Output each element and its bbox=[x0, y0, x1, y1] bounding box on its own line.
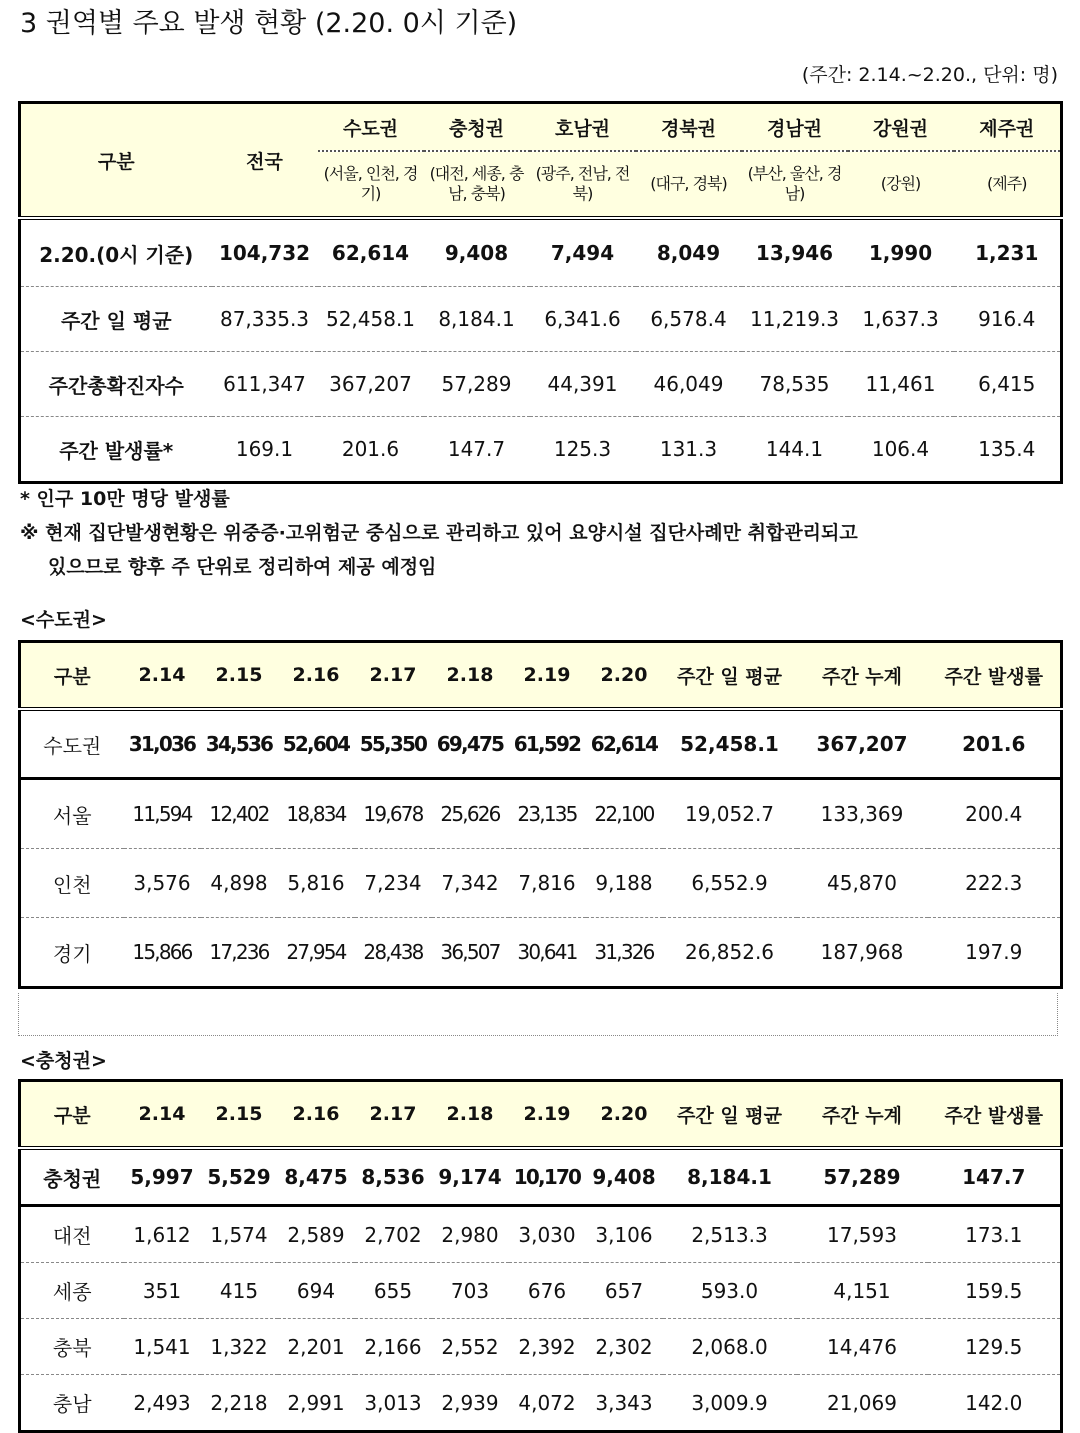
cell: 3,013 bbox=[364, 1390, 422, 1415]
table-row bbox=[20, 1206, 1062, 1263]
sudo-table bbox=[18, 640, 1063, 989]
cell: 11,461 bbox=[848, 352, 954, 417]
header-region: 호남권 bbox=[530, 103, 636, 152]
cell: 28,438 bbox=[363, 940, 423, 964]
header-region-sub: (대전, 세종, 충남, 충북) bbox=[424, 151, 530, 218]
cell: 2,493 bbox=[133, 1390, 191, 1415]
cell: 200.4 bbox=[928, 779, 1062, 849]
cell: 6,578.4 bbox=[636, 287, 742, 352]
table-row bbox=[20, 1319, 1062, 1375]
cell: 2,166 bbox=[355, 1319, 432, 1375]
table-row bbox=[20, 849, 1062, 918]
chungcheong-table bbox=[18, 1079, 1063, 1433]
cell: 4,072 bbox=[518, 1390, 576, 1415]
header-region-sub: (강원) bbox=[848, 151, 954, 218]
cell: 657 bbox=[586, 1263, 663, 1319]
header-cell: 2.16 bbox=[278, 1081, 355, 1149]
row-label: 수도권 bbox=[20, 709, 124, 779]
cell: 2,201 bbox=[278, 1319, 355, 1375]
footnote-cluster: ※ 현재 집단발생현황은 위중증·고위험군 중심으로 관리하고 있어 요양시설 집단사례만 취합관리되고 bbox=[20, 522, 858, 544]
header-region: 경남권 bbox=[742, 103, 848, 152]
cell: 351 bbox=[124, 1263, 201, 1319]
cell: 3,030 bbox=[509, 1206, 586, 1263]
cell: 23,135 bbox=[509, 779, 586, 849]
cell: 26,852.6 bbox=[684, 940, 775, 964]
cell: 31,326 bbox=[594, 940, 654, 964]
cell: 1,637.3 bbox=[848, 287, 954, 352]
row-label: 세종 bbox=[20, 1263, 124, 1319]
header-cell: 2.20 bbox=[586, 1081, 663, 1149]
cell: 27,954 bbox=[286, 940, 346, 964]
cell: 2,552 bbox=[432, 1319, 509, 1375]
section-title-chungcheong: <충청권> bbox=[20, 1050, 107, 1072]
cell: 1,231 bbox=[954, 218, 1062, 287]
header-cell: 2.20 bbox=[586, 642, 663, 710]
cell: 30,641 bbox=[517, 940, 577, 964]
section-title-sudo: <수도권> bbox=[20, 609, 107, 631]
cell: 57,289 bbox=[424, 352, 530, 417]
header-cell: 2.18 bbox=[432, 1081, 509, 1149]
cell: 6,552.9 bbox=[663, 849, 797, 918]
cell: 5,816 bbox=[278, 849, 355, 918]
cell: 2,392 bbox=[509, 1319, 586, 1375]
cell: 3,106 bbox=[586, 1206, 663, 1263]
cell: 106.4 bbox=[871, 437, 930, 461]
header-cell: 2.19 bbox=[509, 1081, 586, 1149]
header-cell: 2.14 bbox=[124, 642, 201, 710]
cell: 676 bbox=[509, 1263, 586, 1319]
header-cell: 주간 누계 bbox=[797, 1081, 928, 1149]
header-region-sub: (서울, 인천, 경기) bbox=[318, 151, 424, 218]
cell: 611,347 bbox=[212, 352, 318, 417]
cell: 7,494 bbox=[530, 218, 636, 287]
unit-note: (주간: 2.14.~2.20., 단위: 명) bbox=[801, 64, 1058, 86]
cell: 3,576 bbox=[124, 849, 201, 918]
header-cell: 구분 bbox=[20, 642, 124, 710]
row-label: 인천 bbox=[20, 849, 124, 918]
footnote-cluster-cont: 있으므로 향후 주 단위로 정리하여 제공 예정임 bbox=[48, 556, 437, 578]
header-cell: 2.15 bbox=[201, 1081, 278, 1149]
cell: 34,536 bbox=[201, 709, 278, 779]
cell: 9,174 bbox=[432, 1148, 509, 1206]
table-row bbox=[20, 1148, 1062, 1206]
cell: 1,612 bbox=[124, 1206, 201, 1263]
row-label: 서울 bbox=[20, 779, 124, 849]
header-cell: 주간 발생률 bbox=[928, 642, 1062, 710]
header-region: 강원권 bbox=[848, 103, 954, 152]
row-label: 2.20.(0시 기준) bbox=[20, 218, 212, 287]
header-cell: 주간 발생률 bbox=[928, 1081, 1062, 1149]
cell: 2,513.3 bbox=[663, 1206, 797, 1263]
table-row bbox=[20, 352, 1062, 417]
cell: 169.1 bbox=[235, 437, 294, 461]
cell: 46,049 bbox=[636, 352, 742, 417]
cell: 593.0 bbox=[663, 1263, 797, 1319]
cell: 17,593 bbox=[797, 1206, 928, 1263]
header-cell: 2.19 bbox=[509, 642, 586, 710]
cell: 2,589 bbox=[278, 1206, 355, 1263]
header-cell: 2.15 bbox=[201, 642, 278, 710]
cell: 187,968 bbox=[820, 940, 904, 964]
cell: 125.3 bbox=[553, 437, 612, 461]
row-label: 충남 bbox=[52, 1392, 92, 1416]
cell: 197.9 bbox=[965, 940, 1023, 964]
cell: 8,536 bbox=[355, 1148, 432, 1206]
cell: 45,870 bbox=[797, 849, 928, 918]
table-row bbox=[20, 779, 1062, 849]
cell: 703 bbox=[432, 1263, 509, 1319]
cell: 3,009.9 bbox=[691, 1390, 768, 1415]
cell: 10,170 bbox=[509, 1148, 586, 1206]
cell: 8,184.1 bbox=[663, 1148, 797, 1206]
cell: 31,036 bbox=[124, 709, 201, 779]
cell: 655 bbox=[355, 1263, 432, 1319]
cell: 7,342 bbox=[432, 849, 509, 918]
table-row bbox=[20, 218, 1062, 287]
cell: 1,990 bbox=[848, 218, 954, 287]
header-cell: 2.17 bbox=[355, 1081, 432, 1149]
table-row bbox=[20, 709, 1062, 779]
row-label: 경기 bbox=[52, 941, 92, 966]
cell: 104,732 bbox=[212, 218, 318, 287]
cell: 159.5 bbox=[928, 1263, 1062, 1319]
cell: 2,939 bbox=[441, 1390, 499, 1415]
cell: 367,207 bbox=[797, 709, 928, 779]
cell: 6,415 bbox=[954, 352, 1062, 417]
footnote-rate: * 인구 10만 명당 발생률 bbox=[20, 488, 230, 510]
header-region: 충청권 bbox=[424, 103, 530, 152]
row-label: 주간총확진자수 bbox=[20, 352, 212, 417]
cell: 144.1 bbox=[765, 437, 824, 461]
header-region: 경북권 bbox=[636, 103, 742, 152]
row-label: 주간 발생률* bbox=[59, 438, 174, 463]
header-region: 수도권 bbox=[318, 103, 424, 152]
cell: 142.0 bbox=[965, 1390, 1023, 1415]
cell: 13,946 bbox=[742, 218, 848, 287]
cell: 8,475 bbox=[278, 1148, 355, 1206]
header-cell: 2.16 bbox=[278, 642, 355, 710]
cell: 2,980 bbox=[432, 1206, 509, 1263]
cell: 147.7 bbox=[928, 1148, 1062, 1206]
header-region-sub: (부산, 울산, 경남) bbox=[742, 151, 848, 218]
cell: 9,408 bbox=[586, 1148, 663, 1206]
cell: 7,234 bbox=[355, 849, 432, 918]
cell: 9,408 bbox=[424, 218, 530, 287]
cell: 2,068.0 bbox=[663, 1319, 797, 1375]
cell: 133,369 bbox=[797, 779, 928, 849]
cell: 2,991 bbox=[287, 1390, 345, 1415]
cell: 1,541 bbox=[124, 1319, 201, 1375]
cell: 9,188 bbox=[586, 849, 663, 918]
summary-table bbox=[18, 101, 1063, 484]
table-row bbox=[20, 417, 1062, 483]
cell: 69,475 bbox=[432, 709, 509, 779]
header-cell: 주간 일 평균 bbox=[663, 1081, 797, 1149]
cell: 18,834 bbox=[278, 779, 355, 849]
cell: 61,592 bbox=[509, 709, 586, 779]
cell: 129.5 bbox=[928, 1319, 1062, 1375]
cell: 22,100 bbox=[586, 779, 663, 849]
cell: 916.4 bbox=[954, 287, 1062, 352]
cell: 14,476 bbox=[797, 1319, 928, 1375]
header-region: 제주권 bbox=[954, 103, 1062, 152]
cell: 36,507 bbox=[440, 940, 500, 964]
cell: 367,207 bbox=[318, 352, 424, 417]
cell: 694 bbox=[278, 1263, 355, 1319]
cell: 87,335.3 bbox=[212, 287, 318, 352]
cell: 8,049 bbox=[636, 218, 742, 287]
cell: 131.3 bbox=[659, 437, 718, 461]
cell: 415 bbox=[201, 1263, 278, 1319]
header-cell: 2.18 bbox=[432, 642, 509, 710]
cell: 2,702 bbox=[355, 1206, 432, 1263]
cell: 147.7 bbox=[447, 437, 506, 461]
page-title: 3 권역별 주요 발생 현황 (2.20. 0시 기준) bbox=[20, 8, 518, 39]
cell: 2,302 bbox=[586, 1319, 663, 1375]
cell: 11,594 bbox=[124, 779, 201, 849]
row-label: 충북 bbox=[20, 1319, 124, 1375]
cell: 19,678 bbox=[355, 779, 432, 849]
header-cell: 2.17 bbox=[355, 642, 432, 710]
header-cell: 2.14 bbox=[124, 1081, 201, 1149]
row-label: 충청권 bbox=[20, 1148, 124, 1206]
cell: 52,604 bbox=[278, 709, 355, 779]
table-row bbox=[20, 1375, 1062, 1432]
cell: 3,343 bbox=[595, 1390, 653, 1415]
cell: 1,574 bbox=[201, 1206, 278, 1263]
cell: 12,402 bbox=[201, 779, 278, 849]
cell: 78,535 bbox=[742, 352, 848, 417]
header-cell: 주간 누계 bbox=[797, 642, 928, 710]
row-label: 대전 bbox=[20, 1206, 124, 1263]
row-label: 주간 일 평균 bbox=[20, 287, 212, 352]
blank-spacer-box bbox=[18, 993, 1058, 1036]
cell: 62,614 bbox=[586, 709, 663, 779]
cell: 135.4 bbox=[978, 437, 1036, 461]
table-row bbox=[20, 287, 1062, 352]
cell: 17,236 bbox=[209, 940, 269, 964]
header-region-sub: (제주) bbox=[954, 151, 1062, 218]
header-region-sub: (광주, 전남, 전북) bbox=[530, 151, 636, 218]
header-category: 구분 bbox=[20, 103, 212, 219]
header-national: 전국 bbox=[212, 103, 318, 219]
cell: 11,219.3 bbox=[742, 287, 848, 352]
table-row bbox=[20, 918, 1062, 988]
header-region-sub: (대구, 경북) bbox=[636, 151, 742, 218]
cell: 201.6 bbox=[341, 437, 400, 461]
cell: 52,458.1 bbox=[663, 709, 797, 779]
cell: 6,341.6 bbox=[530, 287, 636, 352]
cell: 44,391 bbox=[530, 352, 636, 417]
cell: 5,997 bbox=[124, 1148, 201, 1206]
cell: 15,866 bbox=[132, 940, 192, 964]
cell: 4,151 bbox=[797, 1263, 928, 1319]
cell: 201.6 bbox=[928, 709, 1062, 779]
cell: 8,184.1 bbox=[424, 287, 530, 352]
cell: 7,816 bbox=[509, 849, 586, 918]
cell: 57,289 bbox=[797, 1148, 928, 1206]
cell: 21,069 bbox=[827, 1390, 897, 1415]
cell: 173.1 bbox=[928, 1206, 1062, 1263]
cell: 55,350 bbox=[355, 709, 432, 779]
cell: 4,898 bbox=[201, 849, 278, 918]
cell: 1,322 bbox=[201, 1319, 278, 1375]
header-cell: 구분 bbox=[20, 1081, 124, 1149]
cell: 52,458.1 bbox=[318, 287, 424, 352]
cell: 2,218 bbox=[210, 1390, 268, 1415]
cell: 62,614 bbox=[318, 218, 424, 287]
cell: 222.3 bbox=[928, 849, 1062, 918]
cell: 19,052.7 bbox=[663, 779, 797, 849]
header-cell: 주간 일 평균 bbox=[663, 642, 797, 710]
cell: 25,626 bbox=[432, 779, 509, 849]
cell: 5,529 bbox=[201, 1148, 278, 1206]
table-row bbox=[20, 1263, 1062, 1319]
